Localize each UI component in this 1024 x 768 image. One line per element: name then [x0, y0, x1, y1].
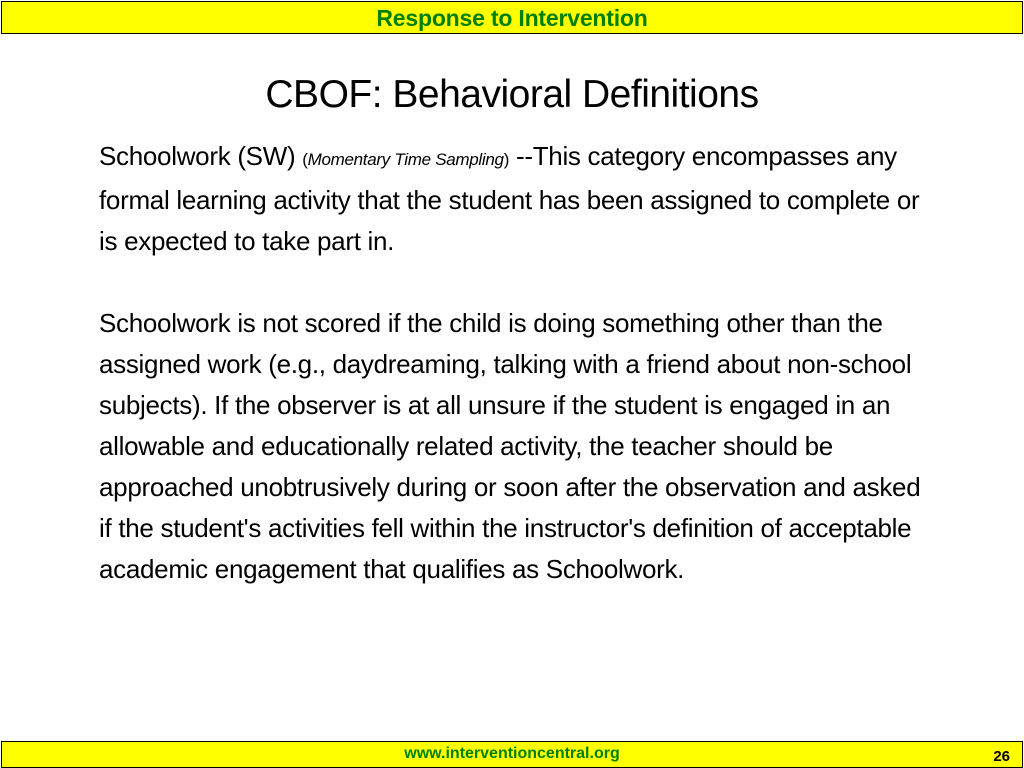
- sampling-method: Momentary Time Sampling: [307, 150, 504, 169]
- header-banner-text: Response to Intervention: [376, 5, 648, 31]
- page-number: 26: [993, 748, 1010, 765]
- scoring-rule-paragraph: Schoolwork is not scored if the child is doing something other than the assigned work (e.g., daydreaming, talking with a friend about non-school subjects). If the observer is at all unsure if the student is engaged in an allowable and educationally related activity, the teacher should be approached unobtrusively during or soon after the observation and asked if the student's activities fell within the instructor's definition of acceptable academic engagement that qualifies as Schoolwork.: [99, 308, 921, 584]
- footer-banner: [1, 741, 1023, 768]
- method-open-paren: (: [302, 150, 308, 169]
- definition-text: --This category encompasses any formal learning activity that the student has been assigned to complete or is expected to take part in.: [99, 141, 920, 256]
- definition-paragraph: [99, 136, 929, 262]
- slide-body: [99, 136, 929, 590]
- paragraph-spacer: [99, 262, 929, 303]
- header-banner: [1, 1, 1023, 34]
- slide-title: CBOF: Behavioral Definitions: [265, 73, 759, 116]
- footer-url: www.interventioncentral.org: [404, 745, 620, 762]
- definition-lead: Schoolwork (SW): [99, 141, 303, 171]
- method-close-paren: ): [503, 150, 510, 169]
